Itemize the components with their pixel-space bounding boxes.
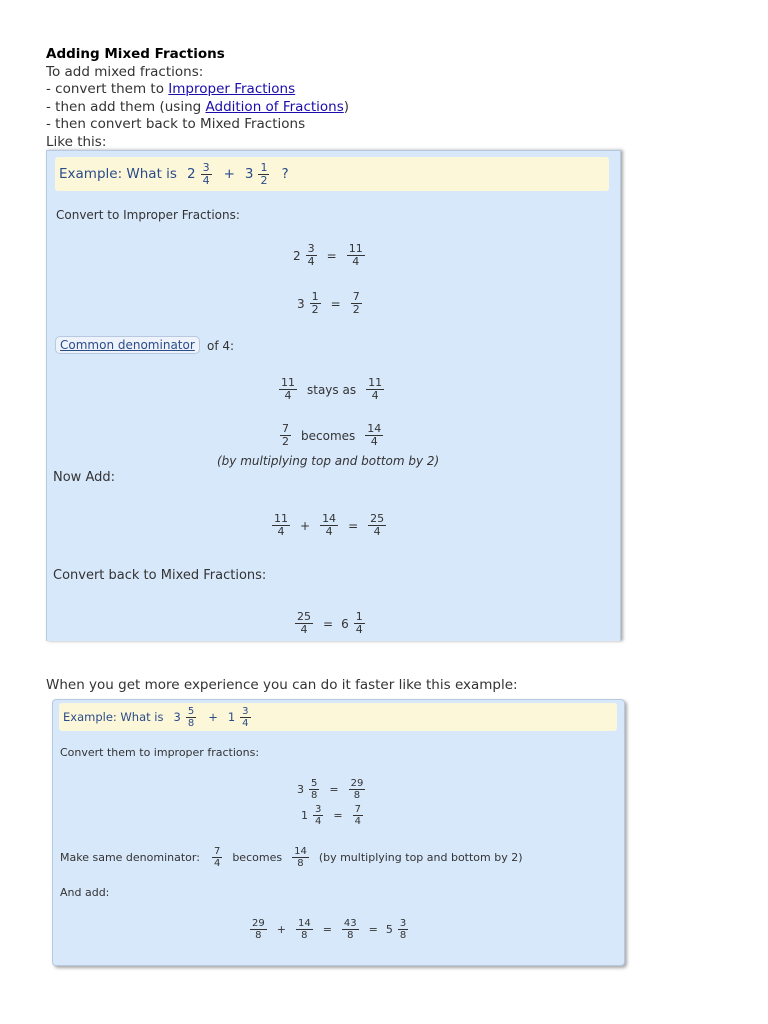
fraction [342,918,359,941]
example-box-2 [52,699,625,966]
equation [278,423,385,448]
denominator: 4 [371,389,379,402]
whole-number: 5 [385,923,393,936]
denominator: 4 [370,435,378,448]
equation [293,243,367,268]
fraction [354,611,365,636]
numerator: 11 [274,512,288,525]
whole-number: 3 [244,166,254,182]
numerator: 3 [307,242,315,255]
denominator: 8 [353,790,361,801]
numerator: 7 [352,290,360,303]
question-mark: ? [281,166,289,182]
whole-number: 1 [301,809,308,822]
fraction [349,778,366,801]
numerator: 11 [281,376,295,389]
fraction [310,291,321,316]
numerator: 5 [187,705,195,717]
denominator: 4 [277,525,285,538]
denominator: 8 [347,930,354,941]
equation [301,804,365,827]
example-question [55,157,609,191]
fraction [272,513,290,538]
equation [270,513,388,538]
fraction [186,706,196,729]
fraction [309,778,319,801]
numerator: 14 [367,422,382,435]
equals-sign: = [330,296,341,311]
denominator: 4 [355,623,363,636]
whole-number: 3 [297,783,304,796]
whole-number: 3 [173,710,181,724]
equation [293,611,367,636]
equals-sign: = [322,923,332,936]
numerator: 14 [297,918,311,929]
denominator: 2 [311,303,319,316]
stays-as-text: stays as [307,382,357,397]
numerator: 1 [260,160,268,174]
denominator: 4 [307,255,315,268]
equals-sign: = [368,923,378,936]
numerator: 1 [311,290,319,303]
numerator: 11 [348,242,363,255]
intro-section [46,46,349,151]
denominator: 8 [301,930,308,941]
equation [60,846,531,869]
whole-number: 2 [293,248,301,263]
denominator: 8 [187,717,195,729]
denominator: 4 [202,173,210,187]
fraction [250,918,267,941]
denominator: 8 [255,930,262,941]
denominator: 2 [352,303,360,316]
numerator: 3 [242,705,249,717]
denominator: 8 [399,930,407,941]
between-text: When you get more experience you can do it faster like this example: [46,677,518,693]
denominator: 8 [311,790,318,801]
denominator: 4 [213,858,221,869]
fraction [313,804,323,827]
example-question [59,703,617,731]
whole-number: 6 [341,616,349,631]
numerator: 7 [213,846,221,857]
equals-sign: = [348,518,359,533]
becomes-text: becomes [232,851,283,864]
numerator: 25 [297,610,311,623]
numerator: 1 [355,610,363,623]
note-text: (by multiplying top and bottom by 2) [318,851,523,864]
example-label: Example: What is [63,710,164,724]
intro-line: Like this: [46,133,107,150]
fraction [295,611,313,636]
equals-sign: = [326,248,337,263]
fraction [320,513,338,538]
numerator: 14 [322,512,337,525]
fraction [201,162,212,187]
denominator: 4 [315,816,322,827]
becomes-text: becomes [301,428,356,443]
denominator: 4 [354,816,361,827]
fraction [365,423,383,448]
step-text: And add: [60,886,110,899]
denominator: 4 [300,623,308,636]
intro-text: ) [343,98,350,115]
addition-of-fractions-link[interactable]: Addition of Fractions [205,98,344,115]
fraction [368,513,386,538]
numerator: 7 [354,804,361,815]
numerator: 29 [350,778,364,789]
whole-number: 1 [227,710,236,724]
step-text: Convert them to improper fractions: [60,746,260,759]
fraction [306,243,317,268]
numerator: 7 [282,422,289,435]
denominator: 2 [282,435,289,448]
fraction [280,423,291,448]
step-text: Convert back to Mixed Fractions: [53,568,267,583]
fraction [292,846,309,869]
equals-sign: = [333,809,343,822]
whole-number: 2 [186,166,196,182]
equals-sign: = [329,783,339,796]
denominator: 4 [284,389,292,402]
denominator: 4 [242,717,249,729]
fraction [240,706,250,729]
step-text: Make same denominator: [60,851,200,864]
denominator: 8 [297,858,304,869]
numerator: 3 [202,160,210,174]
equation [297,291,364,316]
plus-sign: + [223,166,235,182]
plus-sign: + [208,710,218,724]
equation [248,918,410,941]
plus-sign: + [276,923,286,936]
step-text: of 4: [207,339,235,353]
fraction [351,291,362,316]
improper-fractions-link[interactable]: Improper Fractions [168,81,296,97]
step-text: Now Add: [53,470,115,485]
numerator: 5 [311,778,318,789]
denominator: 4 [373,525,381,538]
fraction [353,804,363,827]
intro-line [46,81,349,99]
fraction [212,846,222,869]
fraction [258,162,269,187]
denominator: 2 [260,173,268,187]
page-title: Adding Mixed Fractions [46,46,225,62]
equation [297,778,367,801]
intro-line: To add mixed fractions: [46,63,204,80]
example-box-1 [46,150,621,641]
numerator: 3 [315,804,322,815]
fraction [366,377,384,402]
numerator: 14 [294,846,307,857]
numerator: 3 [399,918,407,929]
step-text: Convert to Improper Fractions: [56,208,240,222]
intro-text: - then add them (using [46,98,206,115]
intro-line: - then convert back to Mixed Fractions [46,116,306,132]
intro-line [46,99,349,117]
numerator: 25 [370,512,385,525]
fraction [296,918,313,941]
fraction [279,377,297,402]
numerator: 43 [343,918,357,929]
intro-text: - convert them to [46,81,169,97]
numerator: 11 [368,376,383,389]
whole-number: 3 [297,296,305,311]
example-label: Example: What is [59,166,177,182]
common-denominator-link[interactable]: Common denominator [55,336,200,354]
fraction [398,918,408,941]
equation [277,377,386,402]
denominator: 4 [325,525,333,538]
fraction [347,243,365,268]
denominator: 4 [352,255,360,268]
equals-sign: = [323,616,334,631]
plus-sign: + [300,518,311,533]
numerator: 29 [252,918,265,929]
note-text: (by multiplying top and bottom by 2) [217,454,440,468]
